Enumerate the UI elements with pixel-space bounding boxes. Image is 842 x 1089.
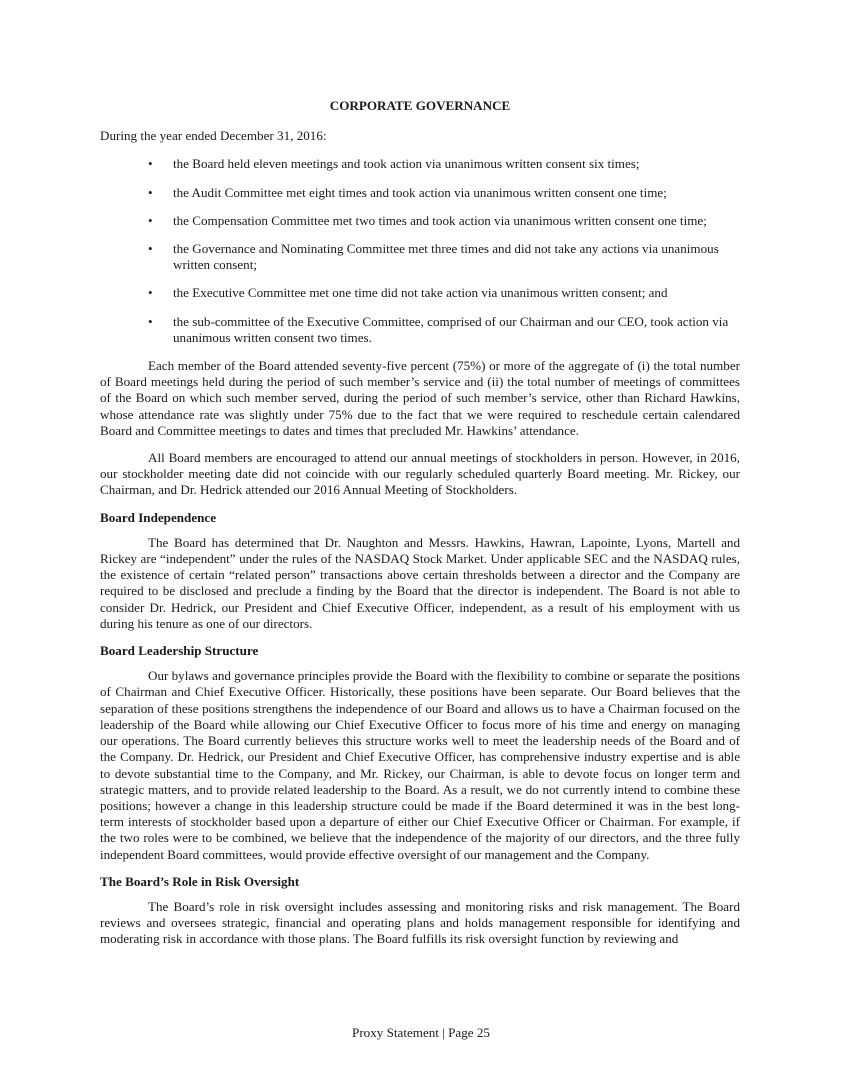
meetings-list <box>100 156 740 346</box>
bullet-icon: • <box>148 156 153 172</box>
page-footer: Proxy Statement | Page 25 <box>352 1025 490 1040</box>
list-item: • the Compensation Committee met two times and took action via unanimous written consent one time; <box>148 212 707 228</box>
bullet-icon: • <box>148 285 153 301</box>
independence-paragraph: The Board has determined that Dr. Naughton and Messrs. Hawkins, Hawran, Lapointe, Lyons, Martell and Rickey are “independent” under the rules of the NASDAQ Stock Market. Under applicable SEC and the NASDAQ rules, the existence of certain “related person” transactions above certain thresholds between a director and the Company are required to be disclosed and preclude a finding by the Board that the director is independent. The Board is not able to consider Dr. Hedrick, our President and Chief Executive Officer, independent, as a result of his employment with us during his tenure as one of our directors. <box>100 534 740 631</box>
annual-meeting-paragraph: All Board members are encouraged to attend our annual meetings of stockholders in person. However, in 2016, our stockholder meeting date did not coincide with our regularly scheduled quarterly Board meeting. Mr. Rickey, our Chairman, and Dr. Hedrick attended our 2016 Annual Meeting of Stockholders. <box>100 450 740 498</box>
section-heading-risk: The Board’s Role in Risk Oversight <box>100 873 300 889</box>
list-item: • the Audit Committee met eight times and took action via unanimous written consent one time; <box>148 184 667 200</box>
page-title: CORPORATE GOVERNANCE <box>329 98 511 113</box>
bullet-icon: • <box>148 184 153 200</box>
list-item: • the Governance and Nominating Committee met three times and did not take any actions via unanimous written consent; <box>148 241 719 273</box>
list-item: • the Board held eleven meetings and took action via unanimous written consent six times; <box>148 156 640 172</box>
section-heading-leadership: Board Leadership Structure <box>100 643 259 659</box>
bullet-icon: • <box>148 212 153 228</box>
list-item: • the sub-committee of the Executive Committee, comprised of our Chairman and our CEO, took action via unanimous written consent two times. <box>148 313 729 345</box>
bullet-icon: • <box>148 313 153 329</box>
leadership-paragraph: Our bylaws and governance principles provide the Board with the flexibility to combine or separate the positions of Chairman and Chief Executive Officer. Historically, these positions have been separate. Our Board believes that the separation of these positions strengthens the independence of our Board and allows us to have a Chairman focused on the leadership of the Board while allowing our Chief Executive Officer to focus more of his time and energy on managing our operations. The Board currently believes this structure works well to meet the leadership needs of the Board and of the Company. Dr. Hedrick, our President and Chief Executive Officer, has comprehensive industry expertise and is able to devote substantial time to the Company, and Mr. Rickey, our Chairman, is able to devote focus on longer term and strategic matters, and to provide related leadership to the Board. As a result, we do not currently intend to combine these positions; however a change in this leadership structure could be made if the Board determined it was in the best long-term interests of stockholder based upon a departure of either our Chief Executive Officer or Chairman. For example, if the two roles were to be combined, we believe that the independence of the majority of our directors, and the three fully independent Board committees, would provide effective oversight of our management and the Company. <box>100 668 740 862</box>
risk-paragraph: The Board’s role in risk oversight includes assessing and monitoring risks and risk management. The Board reviews and oversees strategic, financial and operating plans and holds management responsible for identifying and moderating risk in accordance with those plans. The Board fulfills its risk oversight function by reviewing and <box>100 898 740 947</box>
bullet-icon: • <box>148 241 153 257</box>
document-page <box>100 98 740 959</box>
list-item: • the Executive Committee met one time did not take action via unanimous written consent; and <box>148 285 668 301</box>
section-heading-independence: Board Independence <box>100 509 217 525</box>
attendance-paragraph: Each member of the Board attended seventy-five percent (75%) or more of the aggregate of (i) the total number of Board meetings held during the period of such member’s service and (ii) the total number of meetings of committees of the Board on which such member served, during the period of such member’s service, other than Richard Hawkins, whose attendance rate was slightly under 75% due to the fact that we were required to reschedule certain calendared Board and Committee meetings to dates and times that precluded Mr. Hawkins’ attendance. <box>100 358 740 438</box>
intro-text: During the year ended December 31, 2016: <box>100 128 327 144</box>
